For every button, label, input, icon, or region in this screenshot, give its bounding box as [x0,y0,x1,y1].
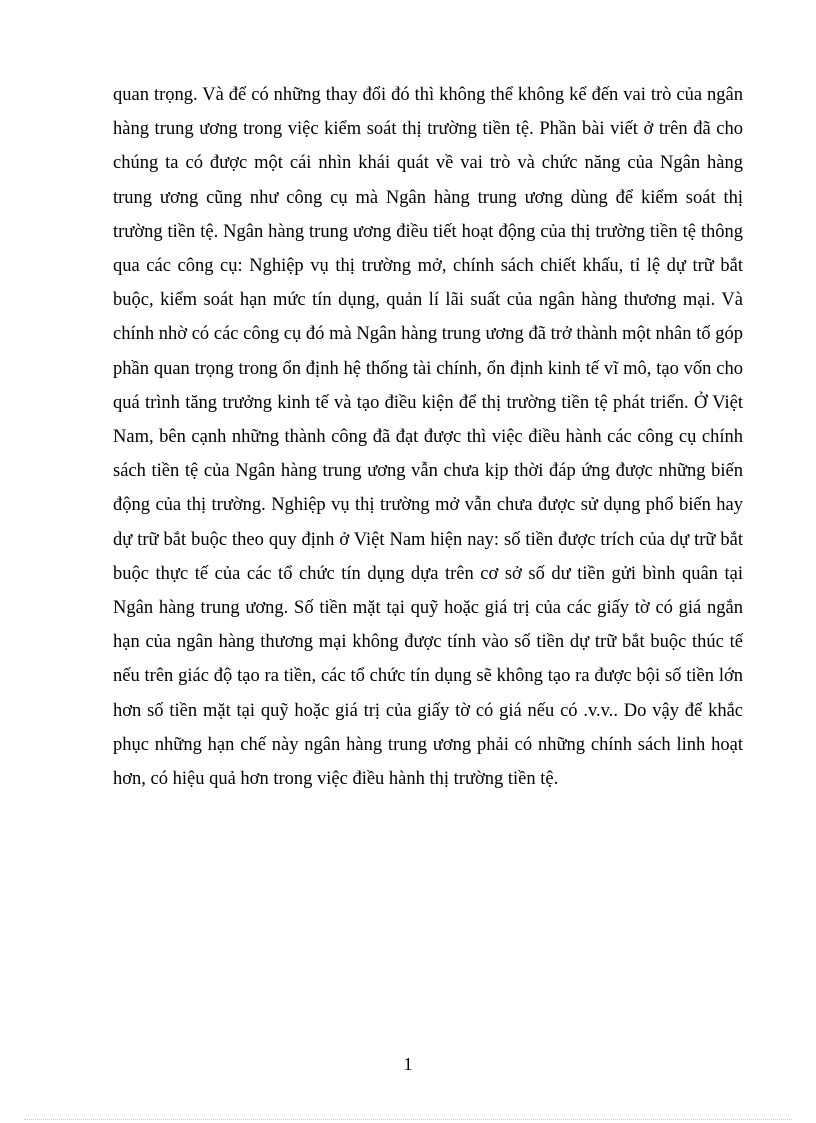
body-paragraph: quan trọng. Và để có những thay đổi đó thì không thể không kể đến vai trò của ngân hàng trung ương trong việc kiểm soát thị trường tiền tệ. Phần bài viết ở trên đã cho chúng ta có được một cái nhìn khái quát về vai trò và chức năng của Ngân hàng trung ương cũng như công cụ mà Ngân hàng trung ương dùng để kiểm soát thị trường tiền tệ. Ngân hàng trung ương điều tiết hoạt động của thị trường tiền tệ thông qua các công cụ: Nghiệp vụ thị trường mở, chính sách chiết khấu, tỉ lệ dự trữ bắt buộc, kiểm soát hạn mức tín dụng, quản lí lãi suất của ngân hàng thương mại. Và chính nhờ có các công cụ đó mà Ngân hàng trung ương đã trở thành một nhân tố góp phần quan trọng trong ổn định hệ thống tài chính, ổn định kinh tế vĩ mô, tạo vốn cho quá trình tăng trưởng kinh tế và tạo điều kiện để thị trường tiền tệ phát triển. Ở Việt Nam, bên cạnh những thành công đã đạt được thì việc điều hành các công cụ chính sách tiền tệ của Ngân hàng trung ương vẫn chưa kịp thời đáp ứng được những biến động của thị trường. Nghiệp vụ thị trường mở vẫn chưa được sử dụng phổ biến hay dự trữ bắt buộc theo quy định ở Việt Nam hiện nay: số tiền được trích của dự trữ bắt buộc thực tế của các tổ chức tín dụng dựa trên cơ sở số dư tiền gửi bình quân tại Ngân hàng trung ương. Số tiền mặt tại quỹ hoặc giá trị của các giấy tờ có giá ngắn hạn của ngân hàng thương mại không được tính vào số tiền dự trữ bắt buộc thúc tế nếu trên giác độ tạo ra tiền, các tổ chức tín dụng sẽ không tạo ra được bội số tiền lớn hơn số tiền mặt tại quỹ hoặc giá trị của giấy tờ có giá nếu có .v.v.. Do vậy để khắc phục những hạn chế này ngân hàng trung ương phải có những chính sách linh hoạt hơn, có hiệu quả hơn trong việc điều hành thị trường tiền tệ. [113,85,743,790]
page-number: 1 [403,1054,413,1074]
page-bottom-edge [24,1119,792,1120]
